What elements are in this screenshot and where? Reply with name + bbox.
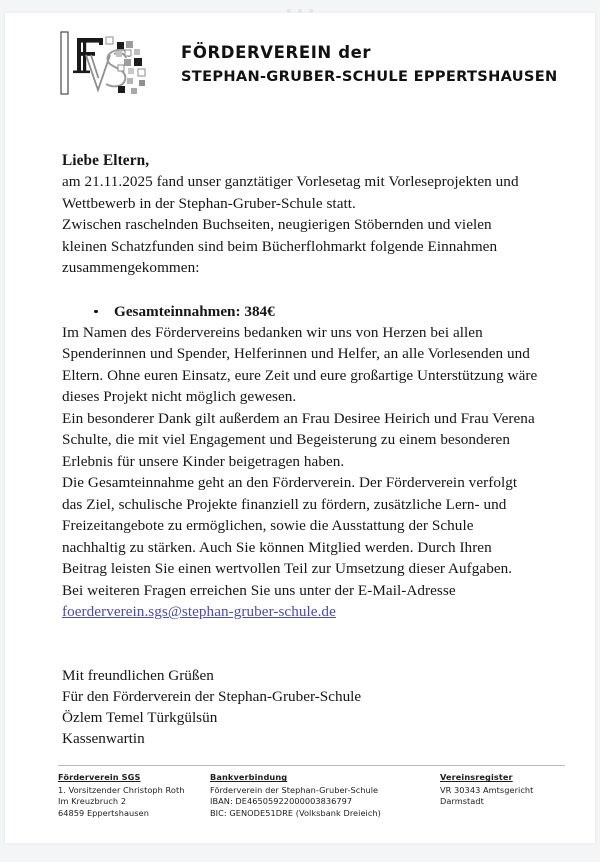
letter-closing (62, 665, 539, 749)
list-item: Gesamteinnahmen: 384€ (92, 301, 539, 322)
letter-paragraph-1: am 21.11.2025 fand unser ganztätiger Vorlesetag mit Vorleseprojekten und Wettbewerb in der Stephan-Gruber-Schule statt. (62, 173, 519, 212)
letter-paragraph-4: Ein besonderer Dank gilt außerdem an Frau Desiree Heirich und Frau Verena Schulte, die mit viel Engagement und Begeisterung zu einem besonderen Erlebnis für unsere Kinder beigetragen haben. (62, 409, 535, 470)
footer-heading-registry: Vereinsregister (440, 772, 513, 783)
letter-paragraph-2: Zwischen raschelnden Buchseiten, neugierigen Stöbernden und vielen kleinen Schatzfunden sind beim Bücherflohmarkt folgende Einnahmen zusammengekommen: (62, 216, 498, 276)
footer-column-association (58, 772, 210, 819)
letterhead-title-suffix: der (338, 43, 372, 62)
footer-column-registry (440, 772, 565, 807)
closing-line-2: Für den Förderverein der Stephan-Gruber-Schule (62, 687, 362, 705)
letter-paragraph-3: Im Namen des Fördervereins bedanken wir uns von Herzen bei allen Spenderinnen und Spender, Helferinnen und Helfer, an alle Vorlesenden und Eltern. Ohne euren Einsatz, eure Zeit und eure großartige Unterstützung wäre dieses Projekt nicht möglich gewesen. (62, 323, 538, 405)
letter-paragraph-6-text: Bei weiteren Fragen erreichen Sie uns unter der E-Mail-Adresse (62, 581, 456, 599)
page-dot-1 (287, 9, 291, 13)
footer-bank-iban: IBAN: DE46505922000003836797 (210, 796, 353, 807)
footer-divider (58, 765, 565, 766)
letterhead-title-line-1 (181, 41, 557, 65)
footer-registry-line-1: VR 30343 Amtsgericht (440, 784, 534, 795)
earnings-list (62, 301, 539, 322)
foerderverein-fvs-logo (55, 28, 167, 100)
page-dot-3 (309, 9, 313, 13)
page-dot-2 (298, 9, 302, 13)
letter-paragraph-5-text: Die Gesamteinnahme geht an den Förderverein. Der Förderverein verfolgt das Ziel, schulische Projekte finanziell zu fördern, zusätzliche Lern- und Freizeitangebote zu ermöglichen, sowie die Ausstattung der Schule nachhaltig zu stärken. Auch Sie können Mitglied werden. Durch Ihren Beitrag leisten Sie einen wertvollen Teil zur Umsetzung dieser Aufgaben. (62, 474, 518, 577)
letterhead-title-line-2: STEPHAN-GRUBER-SCHULE EPPERTSHAUSEN (181, 68, 558, 85)
letterhead (5, 13, 595, 95)
letter-paragraph-5 (62, 472, 539, 623)
letter-body (5, 151, 595, 749)
closing-signer-name: Özlem Temel Türkgülsün (62, 708, 218, 726)
footer-column-bank (210, 772, 440, 819)
footer-heading-association: Förderverein SGS (58, 772, 141, 783)
document-footer (5, 765, 595, 819)
email-link[interactable]: foerderverein.sgs@stephan-gruber-schule.de (62, 603, 336, 620)
footer-registry-line-2: Darmstadt (440, 796, 484, 807)
document-page (4, 12, 596, 844)
letterhead-org-name: FÖRDERVEREIN (181, 43, 332, 62)
footer-association-line-1: 1. Vorsitzender Christoph Roth (58, 784, 185, 795)
footer-heading-bank: Bankverbindung (210, 772, 288, 783)
footer-association-line-3: 64859 Eppertshausen (58, 807, 149, 818)
letter-salutation: Liebe Eltern, (62, 152, 150, 169)
closing-line-1: Mit freundlichen Grüßen (62, 666, 214, 684)
closing-signer-role: Kassenwartin (62, 729, 145, 747)
footer-bank-account-holder: Förderverein der Stephan-Gruber-Schule (210, 784, 379, 795)
footer-association-line-2: Im Kreuzbruch 2 (58, 796, 127, 807)
footer-bank-bic: BIC: GENODE51DRE (Volksbank Dreieich) (210, 807, 381, 818)
page-indicator-dots (0, 5, 600, 17)
letterhead-titles (181, 39, 557, 89)
